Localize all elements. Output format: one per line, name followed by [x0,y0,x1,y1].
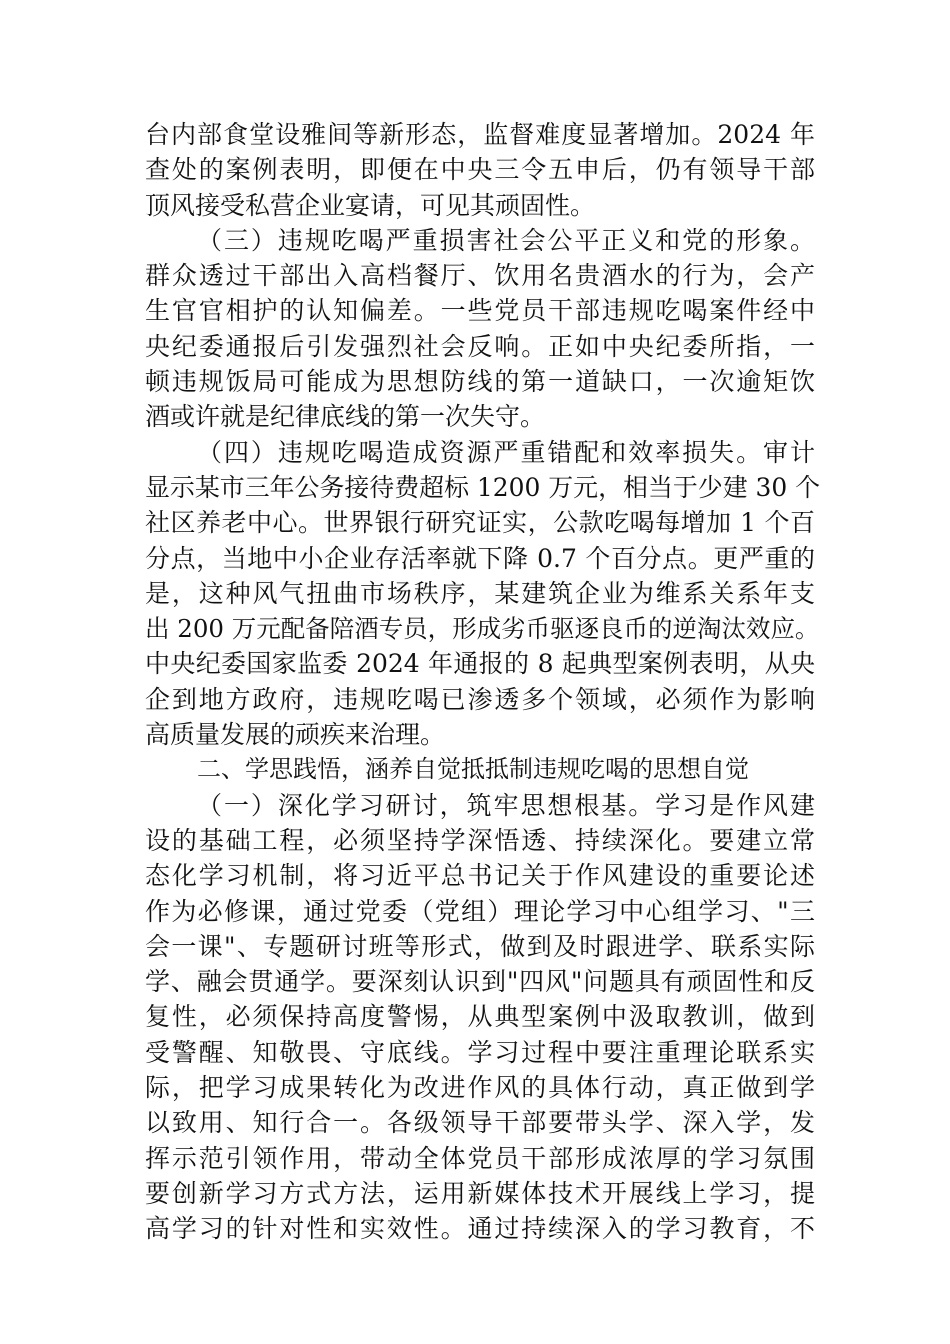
text-line: 是，这种风气扭曲市场秩序，某建筑企业为维系关系年支 [145,578,815,608]
text-line: （四）违规吃喝造成资源严重错配和效率损失。审计 [197,437,815,467]
text-line: 设的基础工程，必须坚持学深悟透、持续深化。要建立常 [145,825,815,855]
text-line: 高学习的针对性和实效性。通过持续深入的学习教育，不 [145,1214,815,1244]
text-line: 复性，必须保持高度警惕，从典型案例中汲取教训，做到 [145,1002,815,1032]
text-line: 顶风接受私营企业宴请，可见其顽固性。 [145,190,596,220]
text-line: 以致用、知行合一。各级领导干部要带头学、深入学，发 [145,1108,815,1138]
text-line: 会一课"、专题研讨班等形式，做到及时跟进学、联系实际 [145,931,815,961]
text-line: 受警醒、知敬畏、守底线。学习过程中要注重理论联系实 [145,1037,815,1067]
text-line: 社区养老中心。世界银行研究证实，公款吃喝每增加 1 个百 [145,508,815,538]
text-line: （三）违规吃喝严重损害社会公平正义和党的形象。 [197,225,815,255]
text-line: 挥示范引领作用，带动全体党员干部形成浓厚的学习氛围 [145,1143,815,1173]
text-line: 学、融会贯通学。要深刻认识到"四风"问题具有顽固性和反 [145,967,815,997]
text-line: 要创新学习方式方法，运用新媒体技术开展线上学习，提 [145,1178,815,1208]
text-line: 企到地方政府，违规吃喝已渗透多个领域，必须作为影响 [145,684,815,714]
text-line: 显示某市三年公务接待费超标 1200 万元，相当于少建 30 个 [145,472,821,502]
text-line: 顿违规饭局可能成为思想防线的第一道缺口，一次逾矩饮 [145,367,815,397]
text-line: 生官官相护的认知偏差。一些党员干部违规吃喝案件经中 [145,296,815,326]
text-line: 态化学习机制，将习近平总书记关于作风建设的重要论述 [145,861,815,891]
text-line: 央纪委通报后引发强烈社会反响。正如中央纪委所指，一 [145,331,815,361]
text-line: （一）深化学习研讨，筑牢思想根基。学习是作风建 [197,790,815,820]
text-line: 中央纪委国家监委 2024 年通报的 8 起典型案例表明，从央 [145,649,815,679]
text-line: 分点，当地中小企业存活率就下降 0.7 个百分点。更严重的 [145,543,815,573]
text-line: 群众透过干部出入高档餐厅、饮用名贵酒水的行为，会产 [145,261,815,291]
section-heading: 二、学思践悟，涵养自觉抵抵制违规吃喝的思想自觉 [197,755,749,784]
text-line: 作为必修课，通过党委（党组）理论学习中心组学习、"三 [145,896,815,926]
document-body [145,117,821,1247]
text-line: 台内部食堂设雅间等新形态，监督难度显著增加。2024 年 [145,120,815,149]
text-line: 际，把学习成果转化为改进作风的具体行动，真正做到学 [145,1073,815,1103]
text-line: 查处的案例表明，即便在中央三令五申后，仍有领导干部 [145,155,815,185]
text-line: 高质量发展的顽疾来治理。 [145,720,446,750]
text-line: 出 200 万元配备陪酒专员，形成劣币驱逐良币的逆淘汰效应。 [145,614,820,644]
text-line: 酒或许就是纪律底线的第一次失守。 [145,402,546,432]
